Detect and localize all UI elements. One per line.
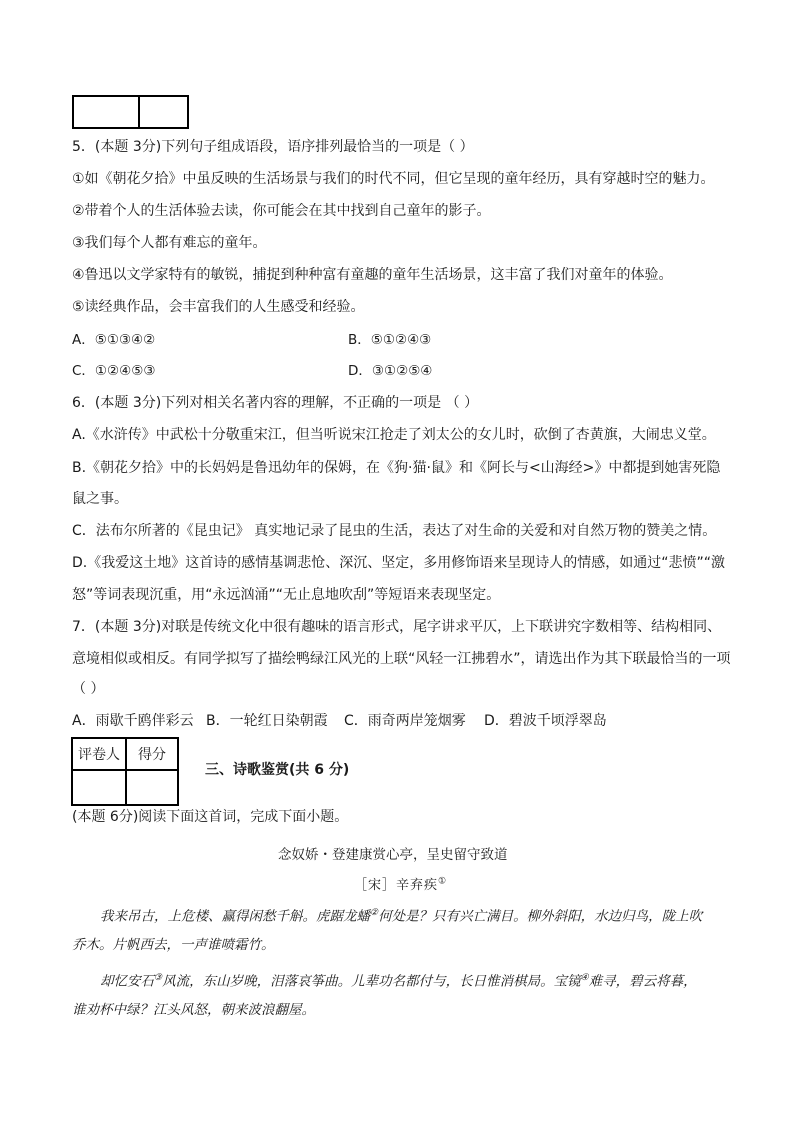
q6-option-a: A.《水浒传》中武松十分敬重宋江，但当听说宋江抢走了刘太公的女儿时，砍倒了杏黄旗，大闹忠义堂。 (72, 427, 716, 443)
poem-title: 念奴娇・登建康赏心亭，呈史留守致道 (278, 847, 508, 863)
poem-line-3c: 难寻，碧云将暮， (588, 973, 697, 990)
q7-stem-line1: 7．(本题 3分)对联是传统文化中很有趣味的语言形式，尾字讲求平仄，上下联讲究字数相等、结构相同、 (72, 619, 722, 635)
q6-option-d-line2: 怒”等词表现沉重，用“永远汹涌”“无止息地吹刮”等短语来表现坚定。 (72, 587, 501, 603)
q7-option-d: D．碧波千顷浮翠岛 (484, 713, 607, 729)
q7-stem-line3: （ ） (72, 681, 105, 697)
grader-header: 评卷人 (72, 738, 126, 770)
poem-line-3 (100, 968, 697, 992)
footnote-2: ② (370, 908, 379, 918)
q7-option-b: B．一轮红日染朝霞 (206, 713, 328, 729)
poem-author-name: ［宋］辛弃疾 (354, 878, 439, 893)
q6-stem: 6．(本题 3分)下列对相关名著内容的理解，不正确的一项是 （ ） (72, 395, 479, 411)
grade-table-wrap (71, 737, 179, 806)
footnote-3: ③ (154, 973, 163, 983)
q7-option-a: A．雨歇千鸥伴彩云 (72, 713, 194, 729)
q7-option-c: C．雨奇两岸笼烟雾 (344, 713, 466, 729)
poem-line-1b: 何处是？只有兴亡满目。柳外斜阳，水边归鸟，陇上吹 (378, 908, 703, 925)
score-box-divider (138, 97, 140, 127)
q5-stem: 5．(本题 3分)下列句子组成语段，语序排列最恰当的一项是（ ） (72, 139, 474, 155)
q7-stem-line2: 意境相似或相反。有同学拟写了描绘鸭绿江风光的上联“风轻一江拂碧水”，请选出作为其下联最恰当的一项 (72, 651, 731, 667)
grader-cell (72, 770, 126, 805)
q6-option-b-line2: 鼠之事。 (72, 491, 128, 507)
q5-option-c: C．①②④⑤③ (72, 363, 156, 379)
grade-table (71, 737, 179, 806)
q5-option-d: D．③①②⑤④ (348, 363, 433, 379)
score-cell (126, 770, 178, 805)
poem-line-1a: 我来吊古，上危楼、赢得闲愁千斛。虎踞龙蟠 (100, 908, 370, 925)
q5-sentence-2: ②带着个人的生活体验去读，你可能会在其中找到自己童年的影子。 (72, 203, 491, 219)
q6-option-d-line1: D.《我爱这土地》这首诗的感情基调悲怆、深沉、坚定，多用修饰语来呈现诗人的情感，如通过“悲愤”“激 (72, 555, 725, 571)
footnote-1: ① (438, 876, 448, 887)
poem-line-1 (100, 903, 702, 927)
footnote-4: ④ (580, 973, 589, 983)
poem-line-3b: 风流，东山岁晚，泪落哀筝曲。儿辈功名都付与，长日惟消棋局。宝镜 (162, 973, 581, 990)
q5-option-b: B．⑤①②④③ (348, 332, 432, 348)
poem-line-3a: 却忆安石 (100, 973, 154, 990)
section-3-intro: (本题 6分)阅读下面这首词，完成下面小题。 (72, 809, 349, 825)
score-box-top (72, 95, 189, 129)
poem-line-2: 乔木。片帆西去，一声谁喷霜竹。 (72, 937, 275, 953)
q5-sentence-5: ⑤读经典作品，会丰富我们的人生感受和经验。 (72, 299, 365, 315)
score-header: 得分 (126, 738, 178, 770)
poem-author (354, 874, 447, 893)
q5-sentence-1: ①如《朝花夕拾》中虽反映的生活场景与我们的时代不同，但它呈现的童年经历，具有穿越时空的魅力。 (72, 171, 715, 187)
q6-option-c: C．法布尔所著的《昆虫记》 真实地记录了昆虫的生活，表达了对生命的关爱和对自然万物的赞美之情。 (72, 523, 717, 539)
section-3-title: 三、诗歌鉴赏(共 6 分) (205, 762, 350, 778)
q5-sentence-3: ③我们每个人都有难忘的童年。 (72, 235, 267, 251)
q5-sentence-4: ④鲁迅以文学家特有的敏锐，捕捉到种种富有童趣的童年生活场景，这丰富了我们对童年的体验。 (72, 267, 673, 283)
poem-line-4: 谁劝杯中绿？江头风怒，朝来波浪翻屋。 (72, 1002, 315, 1018)
q6-option-b-line1: B.《朝花夕拾》中的长妈妈是鲁迅幼年的保姆，在《狗·猫·鼠》和《阿长与<山海经>》中都提到她害死隐 (72, 460, 721, 476)
q5-option-a: A．⑤①③④② (72, 332, 156, 348)
